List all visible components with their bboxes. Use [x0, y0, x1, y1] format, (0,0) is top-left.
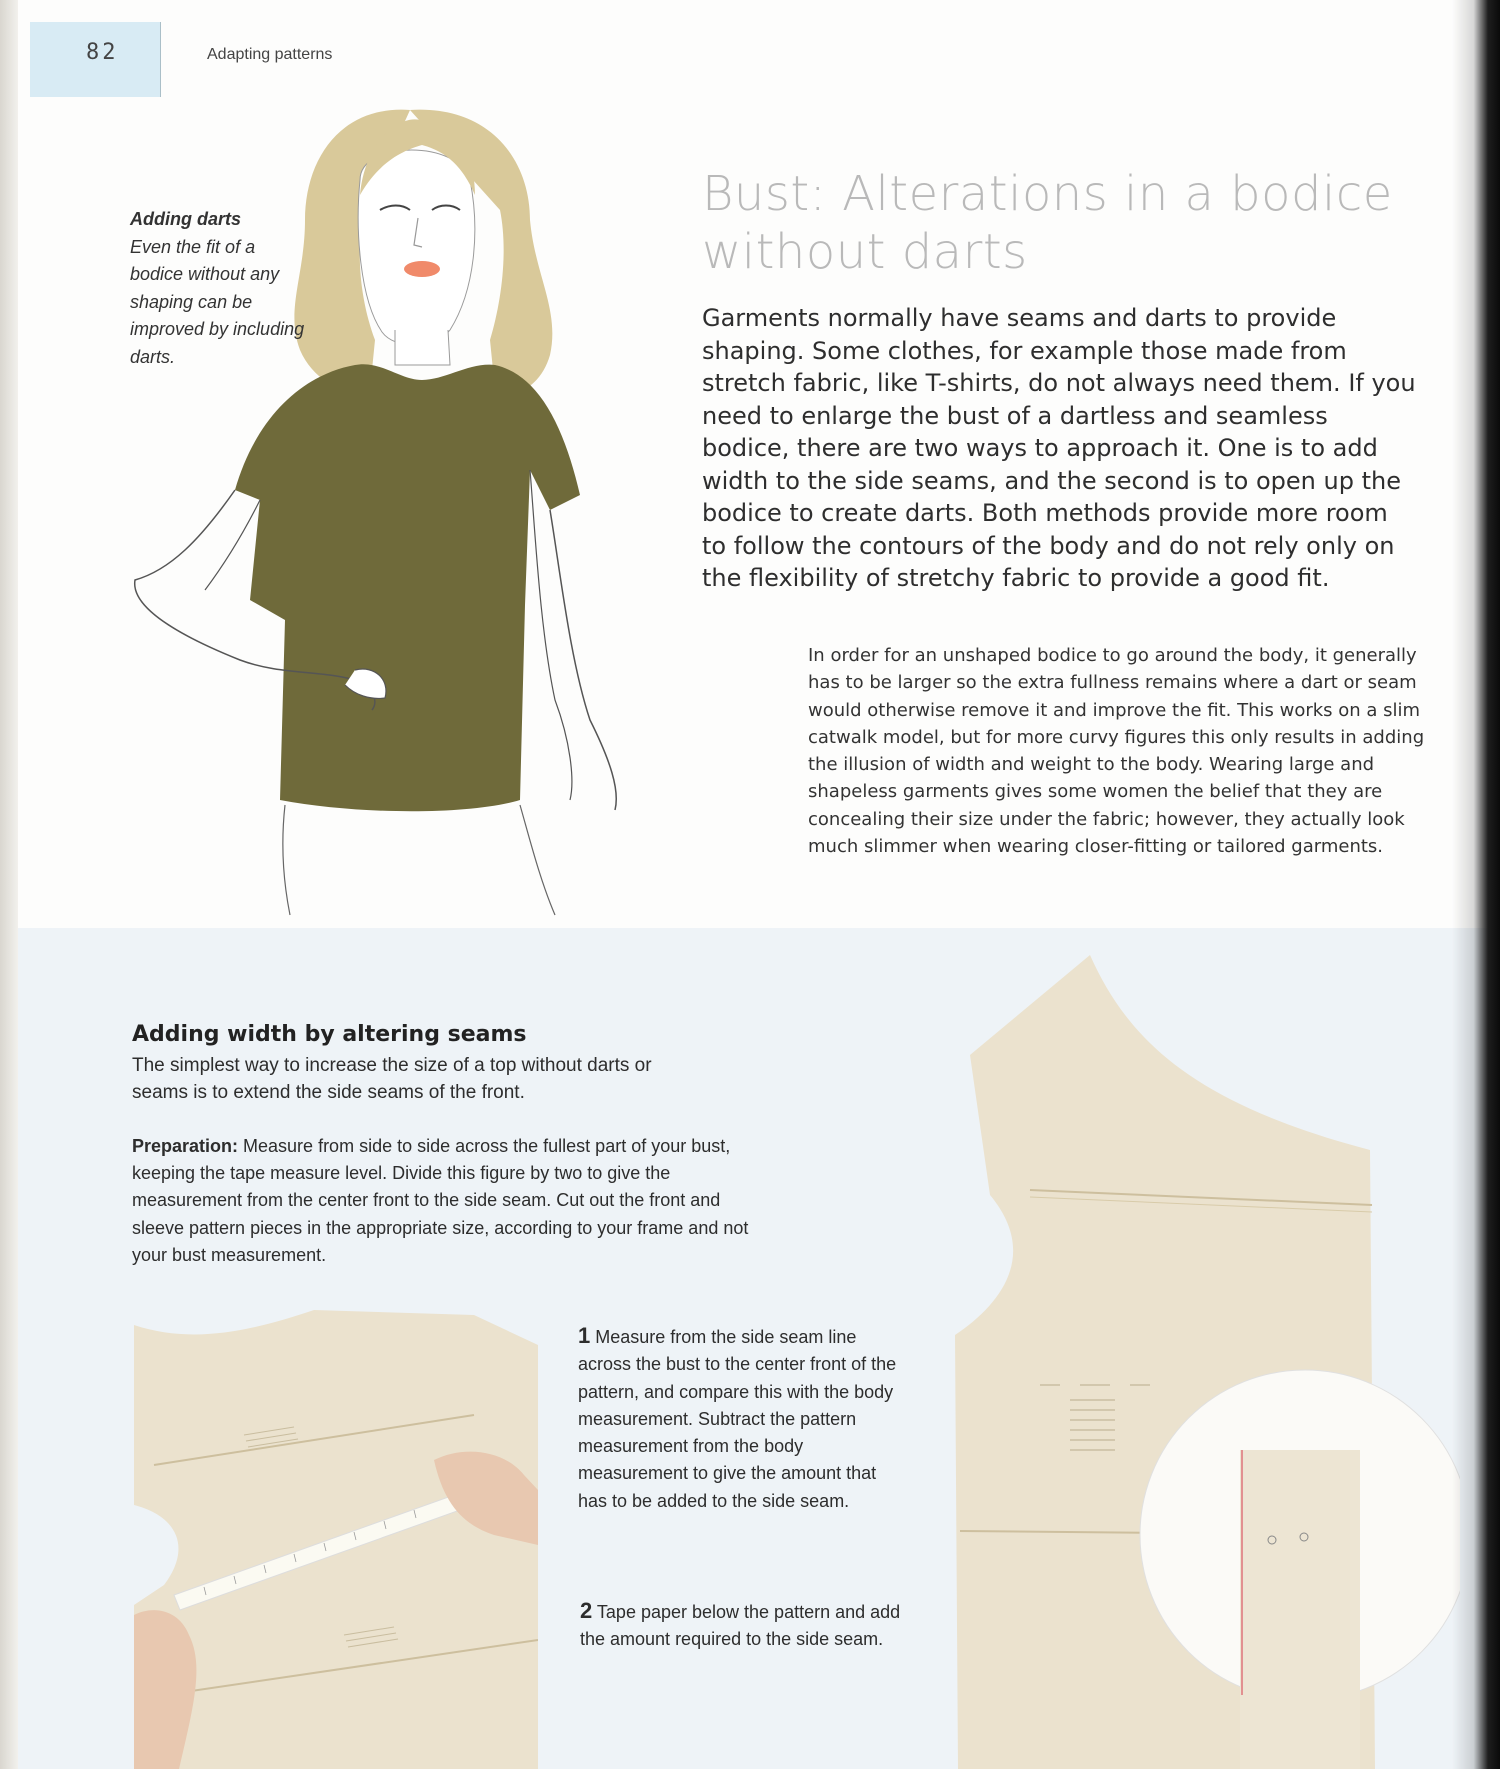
- step-1: [578, 1322, 903, 1515]
- preparation-label: Preparation:: [132, 1136, 239, 1156]
- article-intro: Garments normally have seams and darts to provide shaping. Some clothes, for example those made from stretch fabric, like T-shirts, do not always need them. If you need to enlarge the bust of a dartless and seamless bodice, there are two ways to approach it. One is to add width to the side seams, and the second is to open up the bodice to create darts. Both methods provide more room to follow the contours of the body and do not rely only on the flexibility of stretchy fabric to provide a good fit.: [702, 304, 1416, 592]
- tape-measure-pattern-photo: [134, 1305, 538, 1769]
- step-2-text: Tape paper below the pattern and add the amount required to the side seam.: [580, 1602, 901, 1650]
- caption-title: Adding darts: [130, 209, 241, 229]
- step-1-number: 1: [578, 1323, 591, 1348]
- book-spine: [0, 0, 18, 1769]
- seams-body: The simplest way to increase the size of a top without darts or seams is to extend the side seams of the front.: [132, 1055, 652, 1103]
- section-title: Adapting patterns: [207, 46, 333, 63]
- step-2: [580, 1597, 905, 1654]
- preparation-text: Measure from side to side across the fullest part of your bust, keeping the tape measure level. Divide this figure by two to give the measurement from the center front to the side seam. Cut out the front and sleeve pattern pieces in the appropriate size, according to your frame and not your bust measurement.: [132, 1136, 749, 1265]
- illustration-caption: [130, 206, 305, 371]
- seams-heading: Adding width by altering seams: [132, 1022, 527, 1047]
- step-1-text: Measure from the side seam line across the bust to the center front of the pattern, and compare this with the body measurement. Subtract the pattern measurement from the body measurement to give the amount that has to be added to the side seam.: [578, 1327, 897, 1511]
- book-gutter-shadow: [1452, 0, 1500, 1769]
- article-body: In order for an unshaped bodice to go around the body, it generally has to be larger so the extra fullness remains where a dart or seam would otherwise remove it and improve the fit. This works on a slim catwalk model, but for more curvy figures this only results in adding the illusion of width and weight to the body. Wearing large and shapeless garments gives some women the belief that they are concealing their size under the fabric; however, they actually look much slimmer when wearing closer-fitting or tailored garments.: [808, 645, 1425, 858]
- page-number: 82: [86, 40, 119, 65]
- article-heading: Bust: Alterations in a bodice without darts: [702, 166, 1393, 280]
- preparation-paragraph: [132, 1133, 772, 1269]
- caption-body: Even the fit of a bodice without any shaping can be improved by including darts.: [130, 236, 305, 367]
- bodice-pattern-photo: [940, 955, 1460, 1769]
- step-2-number: 2: [580, 1598, 593, 1623]
